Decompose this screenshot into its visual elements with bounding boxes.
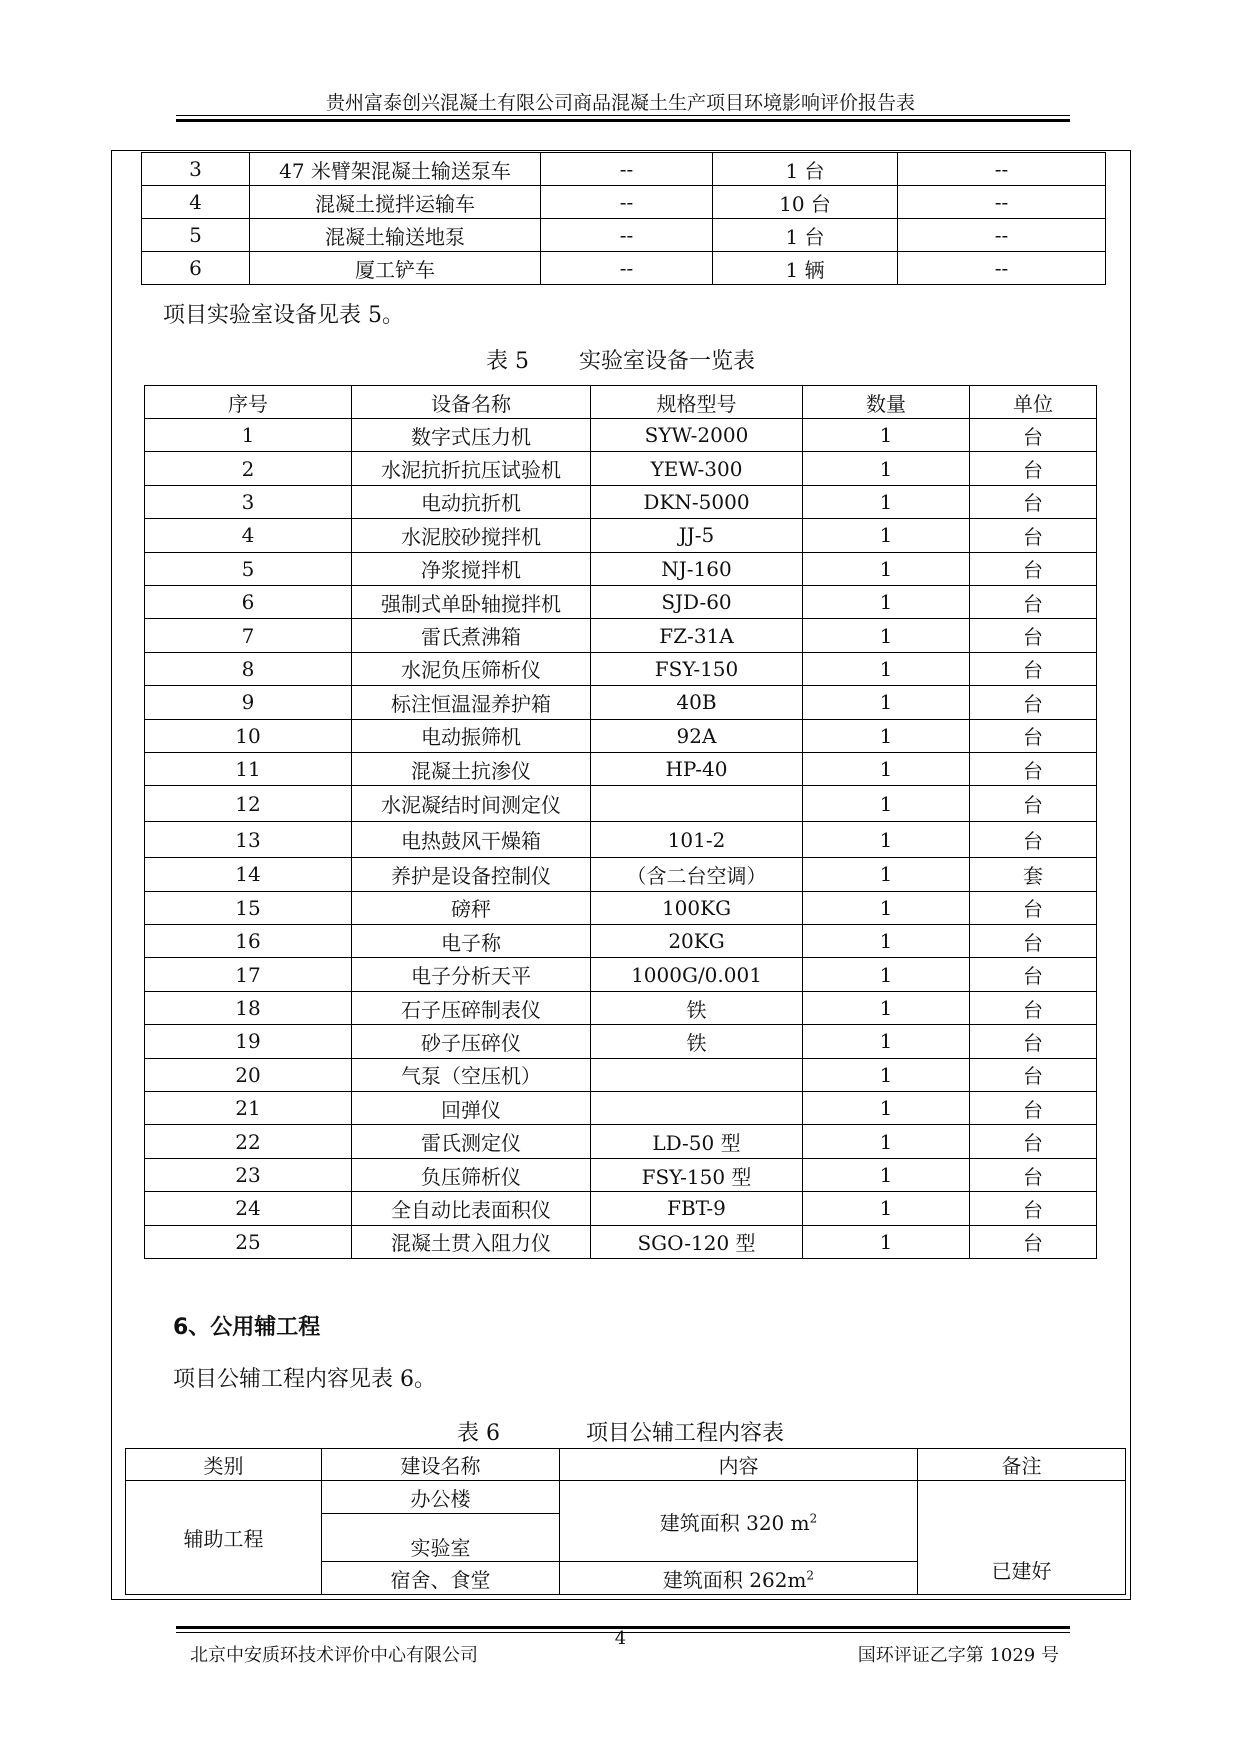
table-cell: -- bbox=[541, 219, 713, 252]
table-cell: 1 bbox=[803, 652, 970, 685]
table5-header-cell: 序号 bbox=[145, 386, 352, 419]
table-row bbox=[145, 652, 1097, 685]
table-cell: 负压筛析仪 bbox=[352, 1158, 591, 1191]
superscript: 2 bbox=[806, 1567, 815, 1582]
table-cell: 1 bbox=[803, 891, 970, 924]
superscript: 2 bbox=[809, 1510, 818, 1525]
table-cell bbox=[591, 1058, 803, 1091]
table-row bbox=[145, 552, 1097, 585]
table5-caption-number: 表 5 bbox=[485, 349, 529, 374]
table-cell: 40B bbox=[591, 686, 803, 719]
table5-lab-equipment bbox=[144, 385, 1097, 1259]
table-cell: 1 台 bbox=[713, 219, 898, 252]
table6-category-cell: 辅助工程 bbox=[126, 1481, 322, 1595]
table-cell: 1 bbox=[803, 1225, 970, 1258]
table-cell: 水泥凝结时间测定仪 bbox=[352, 786, 591, 822]
table-cell: 6 bbox=[142, 252, 250, 285]
table-cell: 厦工铲车 bbox=[250, 252, 541, 285]
table-row bbox=[145, 752, 1097, 785]
table-cell: 23 bbox=[145, 1158, 352, 1191]
table-cell: 18 bbox=[145, 991, 352, 1024]
table-cell: 1 bbox=[803, 719, 970, 752]
table-cell: 1 bbox=[803, 1025, 970, 1058]
table-cell: 47 米臂架混凝土输送泵车 bbox=[250, 153, 541, 186]
table-row bbox=[145, 419, 1097, 452]
section6-heading: 6、公用辅工程 bbox=[173, 1315, 321, 1340]
table-row bbox=[145, 485, 1097, 518]
table5-header-cell: 规格型号 bbox=[591, 386, 803, 419]
table-cell: 3 bbox=[145, 485, 352, 518]
table-cell: 20KG bbox=[591, 925, 803, 958]
table-cell: 15 bbox=[145, 891, 352, 924]
table-row bbox=[145, 1092, 1097, 1125]
table-cell: -- bbox=[541, 252, 713, 285]
table-cell: 雷氏测定仪 bbox=[352, 1125, 591, 1158]
table-cell: 5 bbox=[145, 552, 352, 585]
table-cell: 1 bbox=[803, 786, 970, 822]
table-cell: 台 bbox=[970, 991, 1097, 1024]
table-cell: NJ-160 bbox=[591, 552, 803, 585]
table-row bbox=[145, 1158, 1097, 1191]
section6-paragraph: 项目公辅工程内容见表 6。 bbox=[173, 1367, 436, 1392]
table5-caption-title: 实验室设备一览表 bbox=[578, 349, 755, 374]
table-row bbox=[145, 719, 1097, 752]
table-row bbox=[145, 1192, 1097, 1225]
table-cell: -- bbox=[898, 153, 1106, 186]
table-cell: 台 bbox=[970, 786, 1097, 822]
table-cell: 铁 bbox=[591, 991, 803, 1024]
table-cell: 电动抗折机 bbox=[352, 485, 591, 518]
table-cell: 回弹仪 bbox=[352, 1092, 591, 1125]
table6-content-text: 建筑面积 262m bbox=[662, 1567, 807, 1592]
table-cell: -- bbox=[898, 252, 1106, 285]
table-row bbox=[145, 1025, 1097, 1058]
table-cell: 电子称 bbox=[352, 925, 591, 958]
table6-content-cell bbox=[560, 1562, 918, 1595]
table-cell: 水泥胶砂搅拌机 bbox=[352, 519, 591, 552]
table-cell: 混凝土抗渗仪 bbox=[352, 752, 591, 785]
table-row bbox=[145, 519, 1097, 552]
table-cell: 台 bbox=[970, 585, 1097, 618]
table-row bbox=[145, 822, 1097, 858]
table-cell: 1 bbox=[803, 1192, 970, 1225]
table-row bbox=[145, 1125, 1097, 1158]
table-cell: 1 辆 bbox=[713, 252, 898, 285]
table-cell: 台 bbox=[970, 485, 1097, 518]
table-cell: 台 bbox=[970, 452, 1097, 485]
table-cell: 电子分析天平 bbox=[352, 958, 591, 991]
table-cell: 1 bbox=[803, 585, 970, 618]
table-cell: 台 bbox=[970, 619, 1097, 652]
table-row bbox=[142, 153, 1106, 186]
table-cell: 台 bbox=[970, 958, 1097, 991]
table-cell: SJD-60 bbox=[591, 585, 803, 618]
table-cell: 11 bbox=[145, 752, 352, 785]
table-cell: -- bbox=[898, 186, 1106, 219]
table-cell: 台 bbox=[970, 822, 1097, 858]
table-cell: LD-50 型 bbox=[591, 1125, 803, 1158]
table-cell: 1 bbox=[803, 519, 970, 552]
table-cell: 1 bbox=[803, 619, 970, 652]
table-cell: 20 bbox=[145, 1058, 352, 1091]
table-cell bbox=[591, 1092, 803, 1125]
table6-content-text: 建筑面积 320 m bbox=[659, 1510, 810, 1535]
table-cell: 1 bbox=[803, 822, 970, 858]
table-cell: FBT-9 bbox=[591, 1192, 803, 1225]
table-cell: 25 bbox=[145, 1225, 352, 1258]
table-cell: 13 bbox=[145, 822, 352, 858]
table-cell: 4 bbox=[145, 519, 352, 552]
table-cell: FSY-150 bbox=[591, 652, 803, 685]
table-cell: 台 bbox=[970, 925, 1097, 958]
table-cell: 1 bbox=[803, 1125, 970, 1158]
table-cell: 套 bbox=[970, 858, 1097, 891]
table-cell: 铁 bbox=[591, 1025, 803, 1058]
table-cell: JJ-5 bbox=[591, 519, 803, 552]
table-cell: 7 bbox=[145, 619, 352, 652]
table-cell: 1 bbox=[803, 419, 970, 452]
table-cell: 台 bbox=[970, 652, 1097, 685]
table-cell: 22 bbox=[145, 1125, 352, 1158]
table6-remark-cell bbox=[918, 1481, 1126, 1595]
table-cell: 1 bbox=[803, 1092, 970, 1125]
table-row bbox=[145, 858, 1097, 891]
table5-header-cell: 设备名称 bbox=[352, 386, 591, 419]
table-cell: 4 bbox=[142, 186, 250, 219]
table-cell: 电动振筛机 bbox=[352, 719, 591, 752]
table-row bbox=[145, 1058, 1097, 1091]
table-cell: 台 bbox=[970, 686, 1097, 719]
table-cell: 92A bbox=[591, 719, 803, 752]
table-row bbox=[145, 585, 1097, 618]
table-cell: 1 bbox=[803, 686, 970, 719]
table6-item-cell: 办公楼 bbox=[322, 1481, 560, 1514]
table-cell: 强制式单卧轴搅拌机 bbox=[352, 585, 591, 618]
table-cell: DKN-5000 bbox=[591, 485, 803, 518]
table-cell: 24 bbox=[145, 1192, 352, 1225]
table-cell: 1 bbox=[803, 1158, 970, 1191]
table-cell: 10 台 bbox=[713, 186, 898, 219]
table-cell: HP-40 bbox=[591, 752, 803, 785]
lab-equipment-paragraph: 项目实验室设备见表 5。 bbox=[163, 303, 404, 328]
table-cell: 1 bbox=[803, 752, 970, 785]
table-cell: 14 bbox=[145, 858, 352, 891]
table-cell: 9 bbox=[145, 686, 352, 719]
table-cell: 10 bbox=[145, 719, 352, 752]
table-cell: 100KG bbox=[591, 891, 803, 924]
table-cell: 砂子压碎仪 bbox=[352, 1025, 591, 1058]
table5-header-cell: 单位 bbox=[970, 386, 1097, 419]
table-cell: FSY-150 型 bbox=[591, 1158, 803, 1191]
table-cell: -- bbox=[541, 153, 713, 186]
table-cell: 19 bbox=[145, 1025, 352, 1058]
table-cell: 12 bbox=[145, 786, 352, 822]
table-cell: 2 bbox=[145, 452, 352, 485]
table-row bbox=[145, 991, 1097, 1024]
table-cell: 1000G/0.001 bbox=[591, 958, 803, 991]
table6-header-cell: 备注 bbox=[918, 1449, 1126, 1481]
table-cell: 1 bbox=[803, 485, 970, 518]
table6-content-cell bbox=[560, 1481, 918, 1562]
table-cell: 16 bbox=[145, 925, 352, 958]
table-cell: 混凝土贯入阻力仪 bbox=[352, 1225, 591, 1258]
header-rule-thick bbox=[176, 119, 1070, 122]
table6-header-cell: 内容 bbox=[560, 1449, 918, 1481]
table-cell: SYW-2000 bbox=[591, 419, 803, 452]
table6-caption-title: 项目公辅工程内容表 bbox=[585, 1421, 784, 1446]
table-cell: 台 bbox=[970, 1192, 1097, 1225]
table-cell: 101-2 bbox=[591, 822, 803, 858]
table-cell: -- bbox=[898, 219, 1106, 252]
table6-auxiliary-works bbox=[125, 1448, 1126, 1595]
table-cell: 1 bbox=[803, 1058, 970, 1091]
table-cell: 电热鼓风干燥箱 bbox=[352, 822, 591, 858]
table-cell: 1 bbox=[803, 452, 970, 485]
table-cell: 台 bbox=[970, 752, 1097, 785]
table-cell: 3 bbox=[142, 153, 250, 186]
table-cell: 8 bbox=[145, 652, 352, 685]
table-cell: 台 bbox=[970, 1058, 1097, 1091]
table-cell: 台 bbox=[970, 419, 1097, 452]
table-cell: 1 bbox=[803, 958, 970, 991]
table-cell: 水泥抗折抗压试验机 bbox=[352, 452, 591, 485]
table-row bbox=[145, 891, 1097, 924]
table-cell: 标注恒温湿养护箱 bbox=[352, 686, 591, 719]
table-row bbox=[145, 686, 1097, 719]
table-row bbox=[145, 619, 1097, 652]
table-row bbox=[145, 786, 1097, 822]
table-cell: 台 bbox=[970, 519, 1097, 552]
table-cell: 台 bbox=[970, 1225, 1097, 1258]
report-header-title: 贵州富泰创兴混凝土有限公司商品混凝土生产项目环境影响评价报告表 bbox=[325, 92, 915, 114]
table6-header-cell: 建设名称 bbox=[322, 1449, 560, 1481]
table5-header-row bbox=[145, 386, 1097, 419]
table5-caption bbox=[0, 344, 1241, 375]
table-cell: 雷氏煮沸箱 bbox=[352, 619, 591, 652]
footer-certificate: 国环评证乙字第 1029 号 bbox=[857, 1645, 1059, 1666]
table-cell: 1 bbox=[803, 858, 970, 891]
table-cell: 水泥负压筛析仪 bbox=[352, 652, 591, 685]
table-row bbox=[145, 958, 1097, 991]
table-row bbox=[142, 219, 1106, 252]
table6-header-row bbox=[126, 1449, 1126, 1481]
table-cell: 1 bbox=[803, 552, 970, 585]
table-cell: 台 bbox=[970, 1092, 1097, 1125]
table-cell: 台 bbox=[970, 891, 1097, 924]
table-cell: 混凝土输送地泵 bbox=[250, 219, 541, 252]
table6-caption-number: 表 6 bbox=[456, 1421, 500, 1446]
table-cell: SGO-120 型 bbox=[591, 1225, 803, 1258]
table-cell: 净浆搅拌机 bbox=[352, 552, 591, 585]
table-cell: 1 台 bbox=[713, 153, 898, 186]
table-cell: 养护是设备控制仪 bbox=[352, 858, 591, 891]
table-cell: 全自动比表面积仪 bbox=[352, 1192, 591, 1225]
table6-remark-text: 已建好 bbox=[991, 1559, 1052, 1583]
table-cell: 5 bbox=[142, 219, 250, 252]
table-cell: 石子压碎制表仪 bbox=[352, 991, 591, 1024]
table-cell: 台 bbox=[970, 1125, 1097, 1158]
table-cell: 台 bbox=[970, 1158, 1097, 1191]
table6-item-cell: 实验室 bbox=[322, 1514, 560, 1562]
table-cell: 6 bbox=[145, 585, 352, 618]
table-cell: 1 bbox=[803, 925, 970, 958]
table-cell: 台 bbox=[970, 552, 1097, 585]
page-number: 4 bbox=[614, 1628, 627, 1649]
table-cell: 1 bbox=[803, 991, 970, 1024]
table-cell: 21 bbox=[145, 1092, 352, 1125]
table5-header-cell: 数量 bbox=[803, 386, 970, 419]
table-row bbox=[142, 252, 1106, 285]
table-cell: 台 bbox=[970, 1025, 1097, 1058]
table-row bbox=[145, 1225, 1097, 1258]
table-row bbox=[145, 452, 1097, 485]
table4-continuation bbox=[141, 152, 1106, 285]
table-cell: -- bbox=[541, 186, 713, 219]
table-cell: 1 bbox=[145, 419, 352, 452]
table6-header-cell: 类别 bbox=[126, 1449, 322, 1481]
table-cell: 混凝土搅拌运输车 bbox=[250, 186, 541, 219]
table-cell: 数字式压力机 bbox=[352, 419, 591, 452]
table-cell: 磅秤 bbox=[352, 891, 591, 924]
table6-item-cell: 宿舍、食堂 bbox=[322, 1562, 560, 1595]
table-row bbox=[126, 1481, 1126, 1514]
table-cell bbox=[591, 786, 803, 822]
table-cell: YEW-300 bbox=[591, 452, 803, 485]
table-cell: FZ-31A bbox=[591, 619, 803, 652]
table-cell: 气泵（空压机） bbox=[352, 1058, 591, 1091]
table-cell: 台 bbox=[970, 719, 1097, 752]
table-row bbox=[145, 925, 1097, 958]
footer-company: 北京中安质环技术评价中心有限公司 bbox=[190, 1645, 478, 1666]
table-cell: （含二台空调） bbox=[591, 858, 803, 891]
table6-caption bbox=[0, 1416, 1241, 1447]
table-cell: 17 bbox=[145, 958, 352, 991]
table-row bbox=[142, 186, 1106, 219]
header-rule-thin bbox=[176, 115, 1070, 116]
